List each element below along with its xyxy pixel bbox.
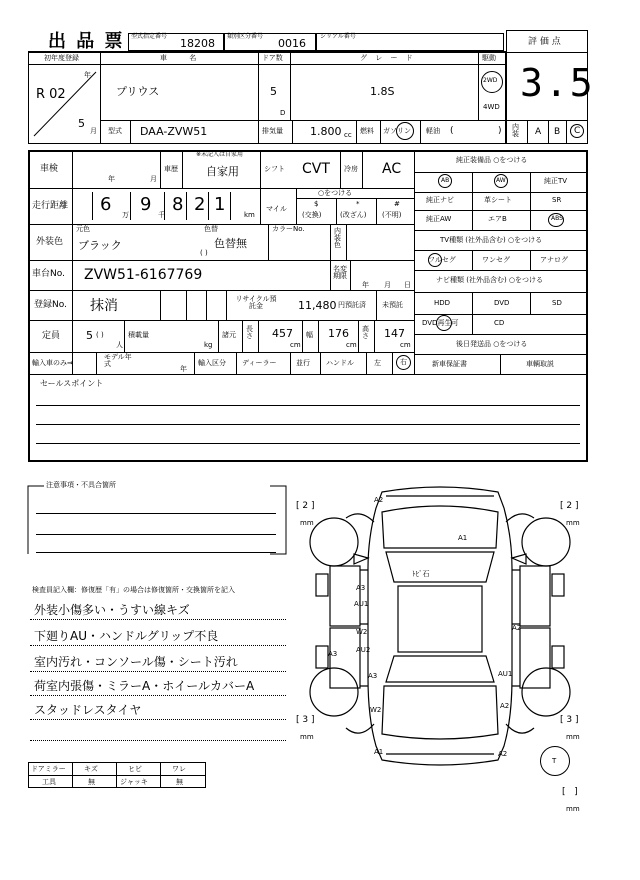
repaint-paren: ( ) — [200, 249, 208, 257]
orig-color: ブラック — [78, 239, 122, 252]
grade-value: 1.8S — [370, 85, 395, 98]
mileage-d2: 9 — [140, 194, 152, 215]
import-label: 輸入車のみ⇒ — [32, 359, 73, 367]
load-label: 積載量 — [128, 331, 149, 339]
equip-sr: SR — [552, 196, 562, 204]
shift-label: シフト — [264, 165, 285, 173]
chassis-value: ZVW51-6167769 — [84, 267, 203, 283]
mileage-man: 万 — [122, 211, 129, 219]
equip-aw2: 純正AW — [426, 215, 452, 223]
mileage-sen: 千 — [158, 211, 165, 219]
spare-mm: mm — [566, 805, 580, 813]
mark-windshield: ﾄﾋﾞ石 — [412, 570, 430, 578]
model-year-label: モデル年式 — [104, 353, 132, 368]
cc-unit: cc — [344, 131, 352, 139]
later-title: 後日発送品 ○をつける — [456, 340, 528, 348]
tread-rl-mm: mm — [300, 733, 314, 741]
car-name: プリウス — [116, 85, 160, 98]
notes-label: 注意事項・不具合箇所 — [46, 481, 116, 489]
import-dealer: ディーラー — [242, 359, 277, 367]
import-cat-label: 輸入区分 — [198, 359, 226, 367]
int-b: B — [554, 127, 561, 137]
registration-label: 登録No. — [34, 300, 67, 310]
tire-front-left — [310, 518, 358, 566]
later-warranty: 新車保証書 — [432, 360, 467, 368]
mark-w2-left: W2 — [356, 628, 368, 636]
equip-airbag: エアB — [488, 215, 507, 223]
first-reg-label: 初年度登録 — [44, 54, 79, 62]
tools-h-1: キズ — [84, 765, 98, 773]
drive-2wd: 2WD — [483, 77, 498, 84]
navi-hdd: HDD — [434, 299, 451, 307]
score-value: 3.5 — [520, 61, 595, 105]
handle-right: 右 — [400, 358, 407, 366]
deadline-day: 日 — [404, 281, 411, 289]
tools-v-3: 無 — [176, 778, 183, 786]
serial-label: シリアル番号 — [320, 33, 356, 40]
displacement-value: 1.800 — [310, 125, 342, 138]
mark-au2: AU2 — [356, 646, 371, 654]
equip-navi: 純正ナビ — [426, 196, 454, 204]
repaint-value: 色替無 — [214, 237, 247, 250]
equip-tv: 純正TV — [544, 177, 568, 185]
deadline-label: 名変期限 — [333, 265, 347, 280]
score-label: 評 価 点 — [528, 37, 561, 47]
capacity-value: 5 — [86, 329, 93, 342]
mileage-modified-sub: (改ざん) — [340, 211, 367, 219]
fuel-paren-close: ) — [498, 126, 502, 136]
capacity-paren: ( ) — [96, 331, 104, 339]
note-line-1: 外装小傷多い・うすい線キズ — [34, 603, 190, 617]
height-label: 高さ — [362, 325, 369, 340]
width-cm: cm — [346, 341, 357, 349]
fuel-paren-open: ( — [450, 126, 454, 136]
inspection-label: 車検 — [40, 164, 59, 174]
equip-abs: ABS — [551, 215, 563, 222]
class-no-label: 類別区分番号 — [227, 33, 264, 40]
first-reg-month: 5 — [78, 117, 85, 130]
mark-a3-left: A3 — [328, 650, 338, 658]
door-suffix: D — [280, 109, 286, 117]
recycle-value: 11,480 — [298, 299, 337, 312]
tire-front-right — [522, 518, 570, 566]
mark-au1-right: AU1 — [498, 670, 513, 678]
fuel-gasoline: ガソリン — [383, 127, 411, 135]
tools-v-1: 無 — [88, 778, 95, 786]
recycle-unit: 円預託済 — [338, 301, 366, 309]
shift-value: CVT — [302, 161, 330, 177]
drive-label: 駆動 — [482, 54, 496, 62]
doors-label: ドア数 — [262, 54, 283, 62]
tread-fl: [ 2 ] — [296, 501, 315, 511]
month-unit: 月 — [90, 127, 97, 135]
width-label: 幅 — [306, 331, 313, 339]
tools-h-3: ワレ — [172, 765, 186, 773]
mark-a2-top: A2 — [374, 496, 384, 504]
tread-fl-mm: mm — [300, 519, 314, 527]
int-label: 内装 — [512, 123, 519, 138]
note-line-2: 下廻りAU・ハンドルグリップ不良 — [34, 629, 219, 643]
navi-title: ナビ種類 (社外品含む) ○をつける — [436, 276, 544, 284]
class-no-value: 0016 — [278, 37, 306, 50]
equip-title: 純正装備品 ○をつける — [456, 156, 528, 164]
registration-value: 抹消 — [90, 298, 118, 314]
tools-h-2: ヒビ — [128, 765, 142, 773]
auth-no-label: 型式指定番号 — [131, 33, 168, 40]
note-line-5: スタッドレスタイヤ — [34, 703, 142, 717]
mileage-km: km — [244, 211, 255, 219]
tools-h-0: ドアミラー — [31, 765, 66, 773]
equip-leather: 革シート — [484, 196, 512, 204]
tv-analog: アナログ — [540, 256, 568, 264]
mark-a2-right: A2 — [512, 624, 522, 632]
orig-color-label: 元色 — [76, 225, 90, 233]
recycle-label: リサイクル預託金 — [235, 295, 277, 310]
mileage-d5: 1 — [214, 194, 226, 215]
tv-title: TV種類 (社外品含む) ○をつける — [440, 236, 543, 244]
mark-au1-front: AU1 — [354, 600, 369, 608]
sales-label: セールスポイント — [40, 379, 104, 388]
length-cm: cm — [290, 341, 301, 349]
mileage-unknown: # — [394, 200, 400, 208]
displacement-label: 排気量 — [262, 127, 283, 135]
import-parallel: 並行 — [296, 359, 310, 367]
note-line-4: 荷室内張傷・ミラーA・ホイールカバーA — [34, 679, 255, 693]
first-reg-era: R 02 — [36, 87, 66, 102]
tv-fullseg: フルセグ — [428, 256, 456, 264]
width-value: 176 — [328, 327, 349, 340]
mark-a2-right-rear: A2 — [500, 702, 510, 710]
inspection-year: 年 — [108, 175, 115, 183]
car-damage-diagram — [290, 478, 590, 778]
drive-4wd: 4WD — [483, 103, 500, 111]
mark-w2-rear: W2 — [370, 706, 382, 714]
mileage-circle-note: ○をつける — [318, 189, 353, 197]
equip-aw: AW — [496, 177, 506, 184]
int-a: A — [535, 127, 542, 137]
mark-a3-rear: A3 — [368, 672, 378, 680]
tools-v-2: ジャッキ — [120, 778, 148, 786]
capacity-person: 人 — [116, 341, 123, 349]
mileage-unknown-sub: (不明) — [382, 211, 402, 219]
navi-dvdplay: DVD再生可 — [422, 319, 459, 327]
model-value: DAA-ZVW51 — [140, 125, 208, 138]
recycle-not-paid: 未預託 — [382, 301, 403, 309]
mileage-label: 走行距離 — [32, 201, 69, 211]
aircon-value: AC — [382, 161, 402, 177]
tread-fr-mm: mm — [566, 519, 580, 527]
int-color-label: 内装色 — [334, 227, 341, 249]
mileage-d1: 6 — [100, 194, 112, 215]
year-unit: 年 — [84, 71, 91, 79]
doors-value: 5 — [270, 85, 277, 98]
model-label: 型式 — [108, 127, 122, 135]
use-label: 車歴 — [164, 165, 178, 173]
int-c: C — [574, 126, 581, 136]
mileage-d4: 2 — [194, 194, 206, 215]
handle-label: ハンドル — [326, 359, 354, 367]
inspection-month: 月 — [150, 175, 157, 183]
model-year-unit: 年 — [180, 365, 187, 373]
fuel-diesel: 軽油 — [426, 127, 440, 135]
spec-label: 諸元 — [222, 331, 236, 339]
mark-a1-bottom: A1 — [374, 748, 384, 756]
tread-rl: [ 3 ] — [296, 715, 315, 725]
height-value: 147 — [384, 327, 405, 340]
tire-rear-left — [310, 668, 358, 716]
mileage-exchange: $ — [314, 200, 319, 208]
tread-fr: [ 2 ] — [560, 501, 579, 511]
tools-v-0: 工具 — [42, 778, 56, 786]
grade-label: グ レ ー ド — [360, 54, 416, 62]
mark-a3-front: A3 — [356, 584, 366, 592]
later-manual: 車輌取説 — [526, 360, 554, 368]
color-code-label: 色替 — [204, 225, 218, 233]
navi-cd: CD — [494, 319, 505, 327]
mileage-exchange-sub: (交換) — [302, 211, 322, 219]
tv-oneseg: ワンセグ — [482, 256, 510, 264]
car-name-label: 車 名 — [160, 54, 207, 62]
load-kg: kg — [204, 341, 213, 349]
aircon-label: 冷房 — [344, 165, 358, 173]
equip-ab: AB — [441, 177, 450, 184]
navi-sd: SD — [552, 299, 562, 307]
mileage-modified: * — [356, 200, 360, 208]
capacity-label: 定員 — [42, 331, 61, 341]
deadline-month: 月 — [384, 281, 391, 289]
inspector-note: 検査員記入欄：修復歴「有」の場合は修復箇所・交換箇所を記入 — [32, 586, 235, 594]
mark-a1-hood: A1 — [458, 534, 468, 542]
handle-left: 左 — [374, 359, 381, 367]
fuel-label: 燃料 — [360, 127, 374, 135]
mileage-d3: 8 — [172, 194, 184, 215]
deadline-year: 年 — [362, 281, 369, 289]
tread-rr: [ 3 ] — [560, 715, 579, 725]
use-note: ※未記入は自家用 — [196, 151, 244, 158]
height-cm: cm — [400, 341, 411, 349]
mark-a2-bottom: A2 — [498, 750, 508, 758]
notes-bracket — [26, 481, 288, 556]
navi-dvd: DVD — [494, 299, 510, 307]
color-no-label: カラーNo. — [272, 225, 305, 233]
color-label: 外装色 — [36, 237, 64, 247]
length-label: 長さ — [246, 325, 253, 340]
spare-bracket: [ ] — [562, 787, 578, 797]
tread-rr-mm: mm — [566, 733, 580, 741]
auth-no-value: 18208 — [180, 37, 215, 50]
length-value: 457 — [272, 327, 293, 340]
form-title: 出 品 票 — [48, 31, 125, 52]
note-line-3: 室内汚れ・コンソール傷・シート汚れ — [34, 655, 238, 669]
tire-rear-right — [522, 668, 570, 716]
mileage-mile: マイル — [266, 205, 287, 213]
spare-label: T — [552, 757, 557, 765]
chassis-label: 車台No. — [32, 269, 65, 279]
use-value: 自家用 — [206, 165, 239, 178]
